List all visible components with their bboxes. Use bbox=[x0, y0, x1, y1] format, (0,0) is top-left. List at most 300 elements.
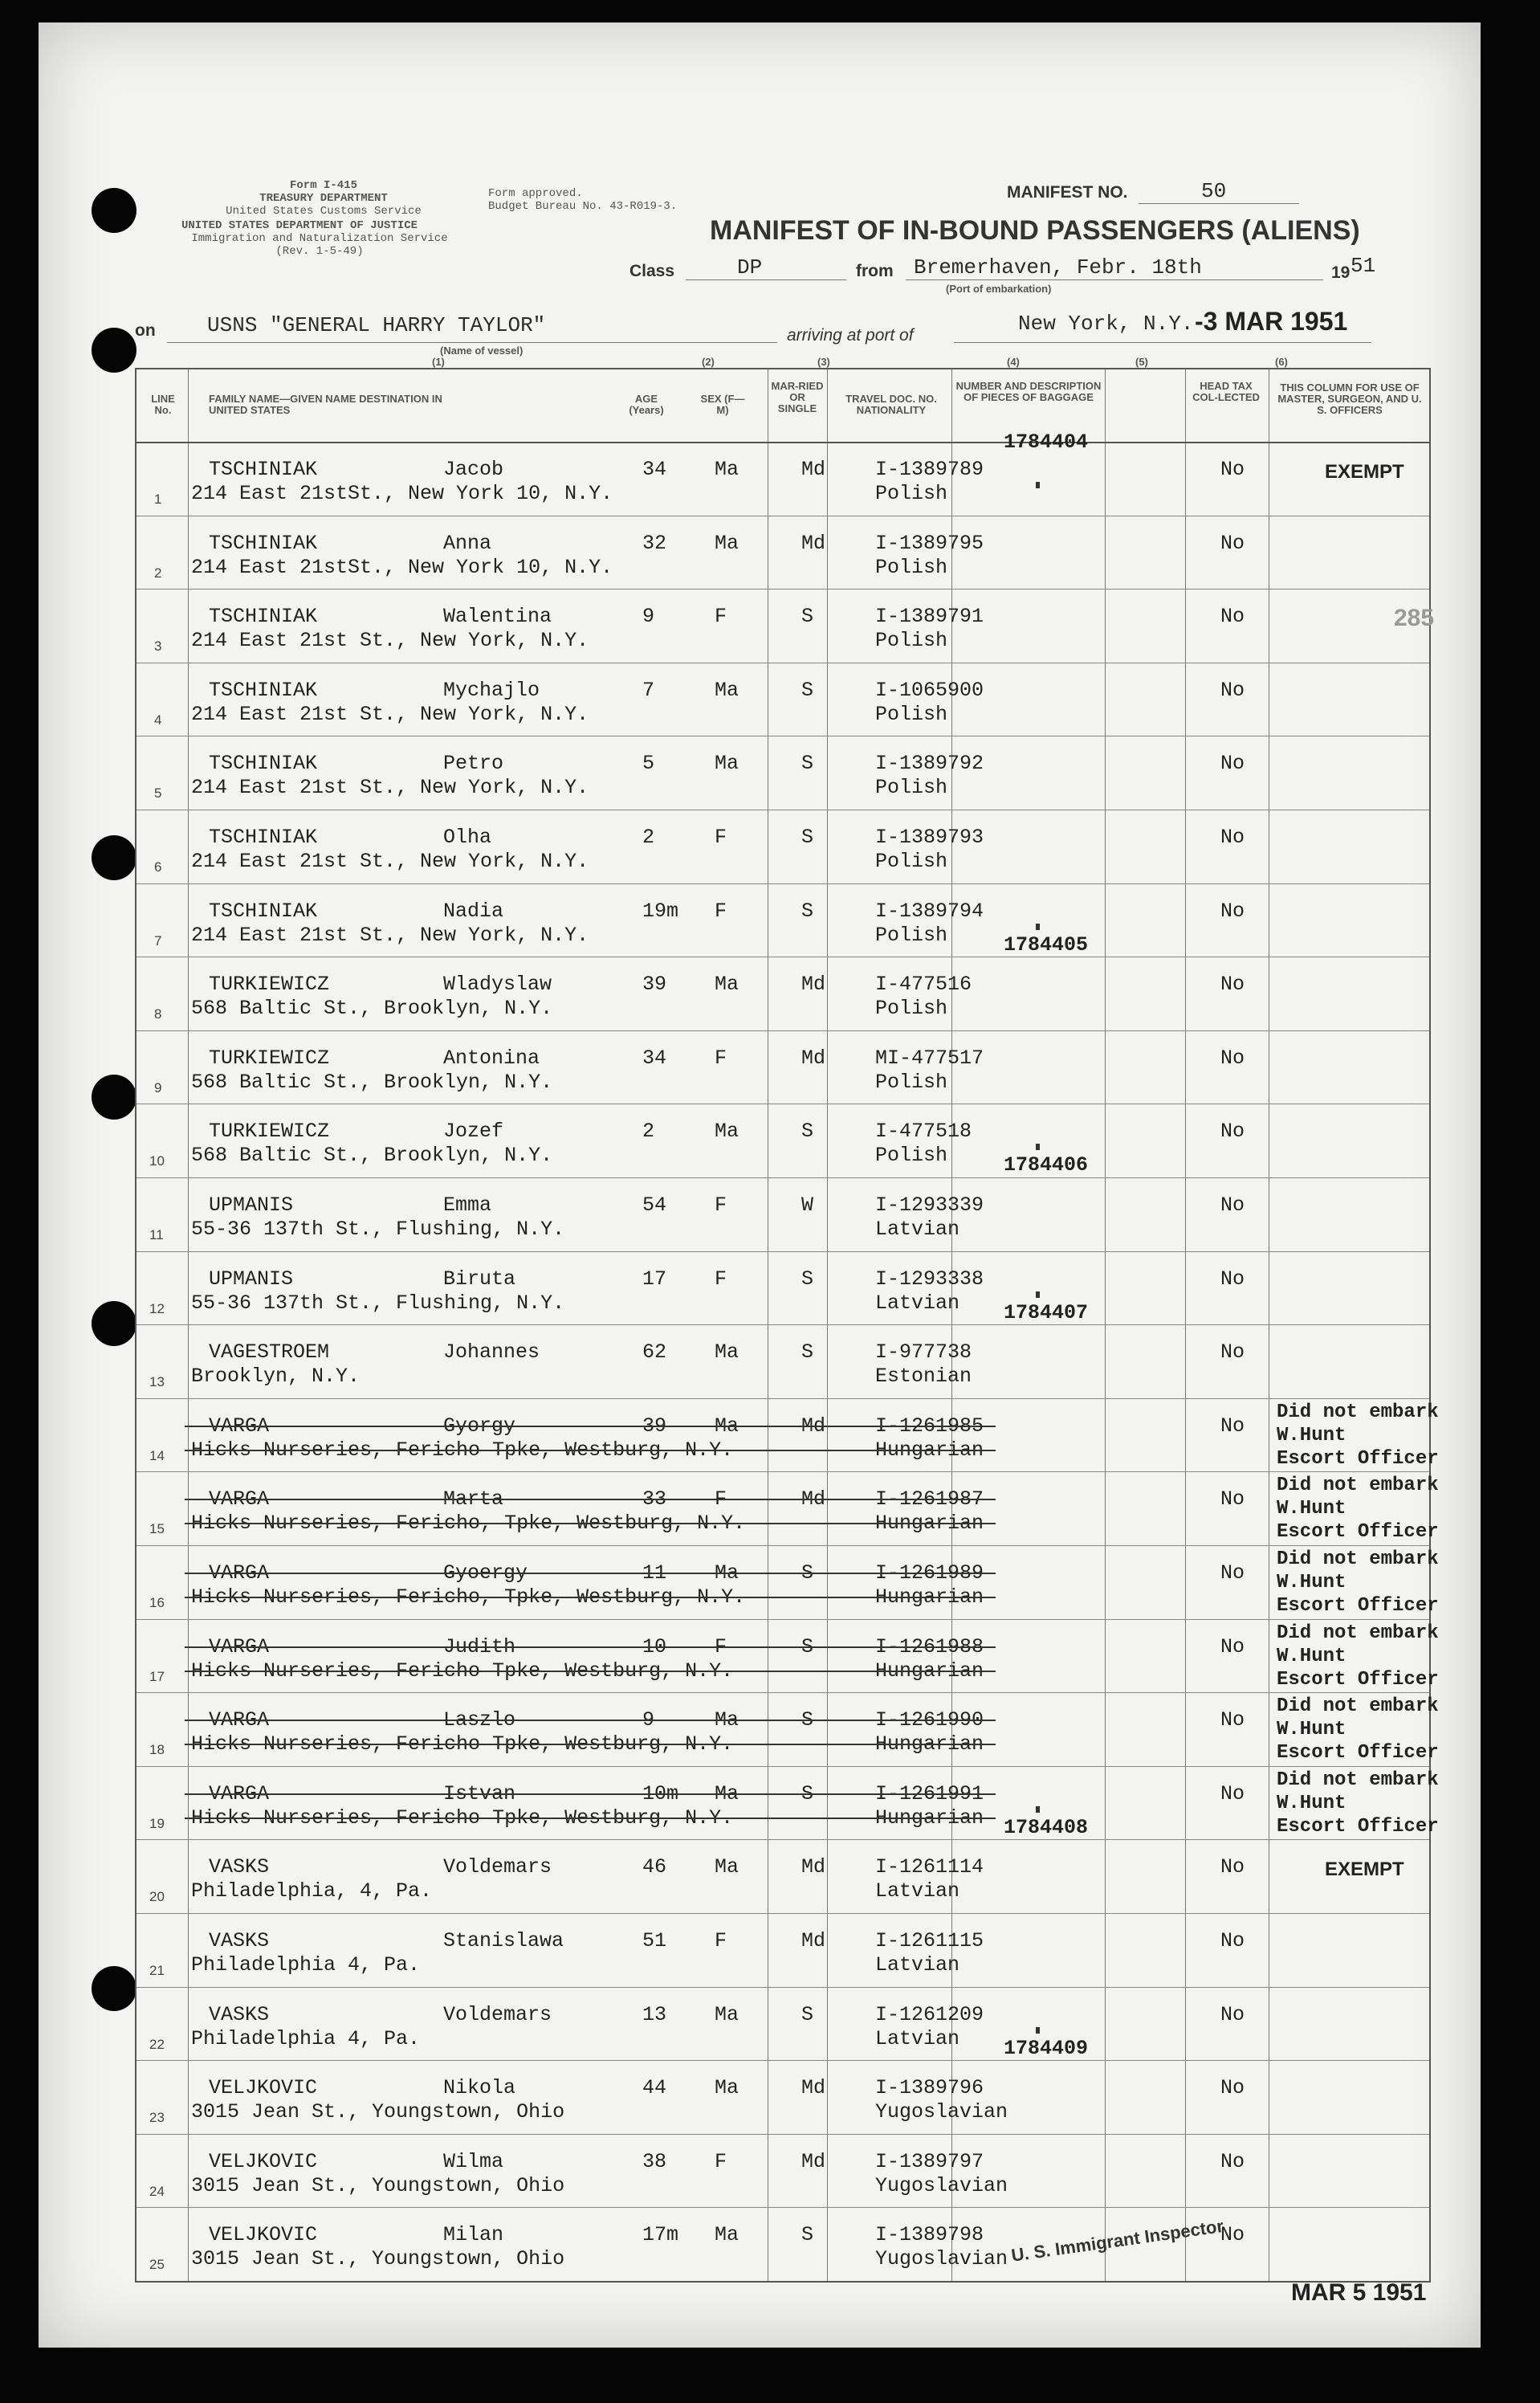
given-name: Istvan bbox=[443, 1781, 516, 1805]
sex: Ma bbox=[715, 752, 739, 776]
row-divider bbox=[136, 1398, 1429, 1399]
sex: Ma bbox=[715, 1340, 739, 1365]
nationality: Latvian bbox=[875, 1879, 960, 1903]
line-number: 3 bbox=[154, 638, 162, 655]
travel-doc-no: I-1389798 bbox=[875, 2223, 984, 2247]
row-divider bbox=[136, 2060, 1429, 2061]
strike-through-line bbox=[185, 1744, 996, 1745]
marital-status: S bbox=[801, 1781, 814, 1805]
given-name: Laszlo bbox=[443, 1708, 516, 1732]
class-value: DP bbox=[737, 255, 763, 279]
given-name: Jozef bbox=[443, 1120, 504, 1144]
family-name: UPMANIS bbox=[209, 1267, 294, 1291]
col-header-head-tax: HEAD TAX COL-LECTED bbox=[1192, 380, 1260, 403]
strike-through-line bbox=[185, 1426, 996, 1427]
destination: 55-36 137th St., Flushing, N.Y. bbox=[191, 1218, 565, 1241]
strike-through-line bbox=[185, 1793, 996, 1795]
port-line bbox=[954, 342, 1371, 343]
manifest-title: MANIFEST OF IN-BOUND PASSENGERS (ALIENS) bbox=[710, 215, 1360, 246]
line-number: 11 bbox=[149, 1227, 164, 1242]
year-prefix: 19 bbox=[1331, 263, 1351, 282]
officer-note-line: Escort Officer bbox=[1277, 1668, 1439, 1691]
col-header-line: LINE No. bbox=[151, 393, 175, 416]
family-name: TSCHINIAK bbox=[209, 605, 318, 629]
travel-doc-no: I-1261987 bbox=[875, 1487, 984, 1512]
given-name: Nadia bbox=[443, 899, 504, 923]
nationality: Latvian bbox=[875, 1218, 960, 1241]
given-name: Milan bbox=[443, 2223, 504, 2247]
exempt-stamp: EXEMPT bbox=[1325, 1858, 1404, 1881]
col-header-sex: SEX (F—M) bbox=[700, 393, 745, 416]
travel-doc-no: I-1261989 bbox=[875, 1561, 984, 1585]
line-number: 2 bbox=[154, 565, 162, 581]
head-tax: No bbox=[1220, 973, 1245, 997]
head-tax: No bbox=[1220, 1193, 1245, 1217]
exempt-stamp: EXEMPT bbox=[1325, 461, 1404, 483]
col-header-baggage: NUMBER AND DESCRIPTION OF PIECES OF BAGGAGE bbox=[955, 380, 1102, 403]
line-number: 10 bbox=[149, 1153, 165, 1169]
officer-note-line: Escort Officer bbox=[1277, 1521, 1439, 1544]
destination: Brooklyn, N.Y. bbox=[191, 1365, 361, 1389]
travel-doc-no: I-1389797 bbox=[875, 2149, 984, 2173]
line-number: 22 bbox=[149, 2036, 165, 2052]
line-number: 8 bbox=[154, 1006, 162, 1022]
form-number: Form I-415 bbox=[289, 179, 357, 192]
sex: F bbox=[715, 605, 727, 629]
marital-status: S bbox=[801, 1561, 814, 1585]
marital-status: Md bbox=[801, 2149, 826, 2173]
family-name: VARGA bbox=[209, 1708, 270, 1732]
age: 33 bbox=[642, 1487, 667, 1512]
baggage-number: 1784405 bbox=[1004, 932, 1089, 957]
family-name: VAGESTROEM bbox=[209, 1340, 330, 1365]
age: 2 bbox=[642, 826, 655, 849]
travel-doc-no: I-1389791 bbox=[875, 605, 984, 629]
given-name: Johannes bbox=[443, 1340, 540, 1365]
row-divider bbox=[136, 2207, 1429, 2208]
sex: F bbox=[715, 1193, 727, 1217]
col-header-officers: THIS COLUMN FOR USE OF MASTER, SURGEON, AND U. S. OFFICERS bbox=[1277, 381, 1422, 416]
sex: F bbox=[715, 2149, 727, 2173]
sex: Ma bbox=[715, 531, 739, 555]
officer-note-line: Did not embark bbox=[1277, 1401, 1439, 1423]
age: 7 bbox=[642, 678, 655, 702]
travel-doc-no: I-1261209 bbox=[875, 2002, 984, 2026]
strike-through-line bbox=[185, 1499, 996, 1500]
header-divider bbox=[136, 442, 1429, 443]
col-num-3: (3) bbox=[817, 356, 830, 368]
head-tax: No bbox=[1220, 1634, 1245, 1658]
marital-status: S bbox=[801, 1120, 814, 1144]
line-number: 12 bbox=[149, 1300, 165, 1316]
head-tax: No bbox=[1220, 1561, 1245, 1585]
head-tax: No bbox=[1220, 1120, 1245, 1144]
travel-doc-no: I-1261988 bbox=[875, 1634, 984, 1658]
officer-note-line: Did not embark bbox=[1277, 1548, 1439, 1570]
age: 10m bbox=[642, 1781, 679, 1805]
nationality: Yugoslavian bbox=[875, 2247, 1008, 2271]
head-tax: No bbox=[1220, 752, 1245, 776]
travel-doc-no: I-1389796 bbox=[875, 2076, 984, 2100]
given-name: Petro bbox=[443, 752, 504, 776]
sex: Ma bbox=[715, 1855, 739, 1879]
col-num-1: (1) bbox=[432, 356, 445, 368]
baggage-number: 1784407 bbox=[1004, 1300, 1089, 1324]
marital-status: Md bbox=[801, 1855, 826, 1879]
strike-through-line bbox=[185, 1450, 996, 1451]
nationality: Hungarian bbox=[875, 1512, 984, 1536]
nationality: Estonian bbox=[875, 1365, 972, 1389]
inspection-date-stamp: MAR 5 1951 bbox=[1291, 2279, 1427, 2306]
given-name: Antonina bbox=[443, 1046, 540, 1070]
given-name: Nikola bbox=[443, 2076, 516, 2100]
family-name: TSCHINIAK bbox=[209, 458, 318, 481]
form-approved: Form approved. bbox=[488, 187, 583, 200]
baggage-mark bbox=[1036, 924, 1040, 930]
given-name: Gyoergy bbox=[443, 1561, 528, 1585]
family-name: TURKIEWICZ bbox=[209, 1046, 330, 1070]
given-name: Judith bbox=[443, 1634, 516, 1658]
family-name: VELJKOVIC bbox=[209, 2149, 318, 2173]
given-name: Wilma bbox=[443, 2149, 504, 2173]
destination: 568 Baltic St., Brooklyn, N.Y. bbox=[191, 1070, 553, 1094]
col-header-married: MAR-RIED OR SINGLE bbox=[771, 380, 824, 414]
row-divider bbox=[136, 1987, 1429, 1988]
marital-status: S bbox=[801, 1340, 814, 1365]
family-name: TSCHINIAK bbox=[209, 826, 318, 849]
age: 62 bbox=[642, 1340, 667, 1365]
age: 38 bbox=[642, 2149, 667, 2173]
family-name: VARGA bbox=[209, 1414, 270, 1438]
row-divider bbox=[136, 1324, 1429, 1325]
given-name: Anna bbox=[443, 531, 492, 555]
col-header-age: AGE (Years) bbox=[629, 393, 664, 416]
manifest-page bbox=[39, 22, 1481, 2348]
destination: 214 East 21st St., New York, N.Y. bbox=[191, 702, 589, 726]
nationality: Latvian bbox=[875, 1291, 960, 1315]
travel-doc-no: I-1261985 bbox=[875, 1414, 984, 1438]
nationality: Hungarian bbox=[875, 1658, 984, 1683]
head-tax: No bbox=[1220, 1267, 1245, 1291]
marital-status: S bbox=[801, 2223, 814, 2247]
nationality: Polish bbox=[875, 482, 948, 505]
sex: F bbox=[715, 1929, 727, 1952]
age: 34 bbox=[642, 1046, 667, 1070]
row-divider bbox=[136, 883, 1429, 884]
travel-doc-no: I-1389795 bbox=[875, 531, 984, 555]
head-tax: No bbox=[1220, 1855, 1245, 1879]
travel-doc-no: I-1389793 bbox=[875, 826, 984, 849]
family-name: VARGA bbox=[209, 1781, 270, 1805]
travel-doc-no: MI-477517 bbox=[875, 1046, 984, 1070]
vessel-line bbox=[167, 342, 777, 343]
sex: Ma bbox=[715, 1708, 739, 1732]
sex: F bbox=[715, 1267, 727, 1291]
head-tax: No bbox=[1220, 1708, 1245, 1732]
destination: Philadelphia, 4, Pa. bbox=[191, 1879, 433, 1903]
row-divider bbox=[136, 1692, 1429, 1693]
destination: Philadelphia 4, Pa. bbox=[191, 1953, 421, 1977]
destination: Hicks Nurseries, Fericho Tpke, Westburg, N.Y. bbox=[191, 1732, 734, 1756]
age: 10 bbox=[642, 1634, 667, 1658]
head-tax: No bbox=[1220, 1487, 1245, 1512]
sex: F bbox=[715, 1487, 727, 1512]
family-name: VARGA bbox=[209, 1487, 270, 1512]
marital-status: S bbox=[801, 899, 814, 923]
destination: Philadelphia 4, Pa. bbox=[191, 2026, 421, 2050]
destination: 214 East 21st St., New York, N.Y. bbox=[191, 850, 589, 873]
col-num-4: (4) bbox=[1007, 356, 1020, 368]
head-tax: No bbox=[1220, 1929, 1245, 1952]
row-divider bbox=[136, 1839, 1429, 1840]
officer-note-line: W.Hunt bbox=[1277, 1572, 1346, 1593]
destination: Hicks Nurseries, Fericho Tpke, Westburg, N.Y. bbox=[191, 1438, 734, 1462]
destination: Hicks Nurseries, Fericho Tpke, Westburg, N.Y. bbox=[191, 1805, 734, 1830]
marital-status: S bbox=[801, 1708, 814, 1732]
line-number: 13 bbox=[149, 1374, 165, 1390]
officer-note: 285 bbox=[1394, 605, 1435, 632]
sex: Ma bbox=[715, 1561, 739, 1585]
manifest-table bbox=[135, 368, 1439, 2283]
age: 13 bbox=[642, 2002, 667, 2026]
marital-status: S bbox=[801, 752, 814, 776]
row-divider bbox=[136, 1766, 1429, 1767]
age: 44 bbox=[642, 2076, 667, 2100]
nationality: Yugoslavian bbox=[875, 2173, 1008, 2197]
line-number: 16 bbox=[149, 1595, 165, 1610]
strike-through-line bbox=[185, 1646, 996, 1648]
age: 9 bbox=[642, 605, 655, 629]
marital-status: Md bbox=[801, 1487, 826, 1512]
baggage-number: 1784404 bbox=[1004, 430, 1089, 454]
head-tax: No bbox=[1220, 2076, 1245, 2100]
sex: Ma bbox=[715, 2076, 739, 2100]
family-name: VASKS bbox=[209, 1929, 270, 1952]
nationality: Polish bbox=[875, 1070, 948, 1094]
sex: F bbox=[715, 1634, 727, 1658]
family-name: TURKIEWICZ bbox=[209, 1120, 330, 1144]
vessel-caption: (Name of vessel) bbox=[440, 345, 524, 357]
manifest-no-value: 50 bbox=[1201, 179, 1227, 203]
nationality: Polish bbox=[875, 555, 948, 579]
from-label: from bbox=[856, 262, 894, 280]
port-value: New York, N.Y. bbox=[1018, 312, 1194, 336]
age: 39 bbox=[642, 973, 667, 997]
sex: Ma bbox=[715, 1120, 739, 1144]
marital-status: S bbox=[801, 1267, 814, 1291]
line-number: 14 bbox=[149, 1447, 165, 1463]
row-divider bbox=[136, 1251, 1429, 1252]
family-name: VARGA bbox=[209, 1634, 270, 1658]
travel-doc-no: I-1389789 bbox=[875, 458, 984, 481]
line-number: 21 bbox=[149, 1963, 165, 1978]
baggage-mark bbox=[1036, 1806, 1040, 1813]
sex: Ma bbox=[715, 678, 739, 702]
age: 46 bbox=[642, 1855, 667, 1879]
col-num-5: (5) bbox=[1135, 356, 1148, 368]
destination: 568 Baltic St., Brooklyn, N.Y. bbox=[191, 1144, 553, 1168]
line-number: 20 bbox=[149, 1889, 165, 1905]
row-divider bbox=[136, 1619, 1429, 1620]
strike-through-line bbox=[185, 1671, 996, 1672]
age: 2 bbox=[642, 1120, 655, 1144]
travel-doc-no: I-1261115 bbox=[875, 1929, 984, 1952]
given-name: Gyorgy bbox=[443, 1414, 516, 1438]
age: 17 bbox=[642, 1267, 667, 1291]
line-number: 4 bbox=[154, 712, 162, 728]
line-number: 24 bbox=[149, 2183, 165, 2199]
inspector-stamp-text: U. S. Immigrant Inspector bbox=[1010, 2215, 1225, 2266]
punch-hole bbox=[92, 1301, 136, 1346]
col-header-name: FAMILY NAME—GIVEN NAME DESTINATION IN UNITED STATES bbox=[209, 393, 442, 416]
marital-status: S bbox=[801, 826, 814, 849]
head-tax: No bbox=[1220, 605, 1245, 629]
row-divider bbox=[136, 1545, 1429, 1546]
from-value: Bremerhaven, Febr. 18th bbox=[914, 255, 1202, 279]
destination: Hicks Nurseries, Fericho, Tpke, Westburg, N.Y. bbox=[191, 1512, 746, 1536]
destination: 214 East 21st St., New York, N.Y. bbox=[191, 923, 589, 947]
line-number: 17 bbox=[149, 1668, 165, 1684]
nationality: Latvian bbox=[875, 2026, 960, 2050]
sex: Ma bbox=[715, 2223, 739, 2247]
strike-through-line bbox=[185, 1818, 996, 1819]
strike-through-line bbox=[185, 1720, 996, 1721]
nationality: Polish bbox=[875, 850, 948, 873]
from-line bbox=[906, 279, 1323, 280]
line-number: 5 bbox=[154, 785, 162, 802]
marital-status: S bbox=[801, 678, 814, 702]
family-name: TSCHINIAK bbox=[209, 531, 318, 555]
head-tax: No bbox=[1220, 2223, 1245, 2247]
row-divider bbox=[136, 1471, 1429, 1472]
baggage-mark bbox=[1036, 1291, 1040, 1298]
row-divider bbox=[136, 2134, 1429, 2135]
line-number: 1 bbox=[154, 492, 162, 507]
row-divider bbox=[136, 1913, 1429, 1914]
family-name: UPMANIS bbox=[209, 1193, 294, 1217]
line-number: 19 bbox=[149, 1815, 165, 1831]
travel-doc-no: I-1293338 bbox=[875, 1267, 984, 1291]
given-name: Voldemars bbox=[443, 1855, 552, 1879]
baggage-mark bbox=[1036, 2027, 1040, 2034]
line-number: 15 bbox=[149, 1521, 165, 1537]
marital-status: Md bbox=[801, 2076, 826, 2100]
head-tax: No bbox=[1220, 1046, 1245, 1070]
destination: 3015 Jean St., Youngstown, Ohio bbox=[191, 2247, 565, 2271]
travel-doc-no: I-1389792 bbox=[875, 752, 984, 776]
officer-note-line: Did not embark bbox=[1277, 1622, 1439, 1644]
family-name: TSCHINIAK bbox=[209, 752, 318, 776]
travel-doc-no: I-477518 bbox=[875, 1120, 972, 1144]
age: 17m bbox=[642, 2223, 679, 2247]
col-num-2: (2) bbox=[702, 356, 715, 368]
family-name: VARGA bbox=[209, 1561, 270, 1585]
travel-doc-no: I-1293339 bbox=[875, 1193, 984, 1217]
nationality: Hungarian bbox=[875, 1585, 984, 1609]
travel-doc-no: I-477516 bbox=[875, 973, 972, 997]
travel-doc-no: I-1261990 bbox=[875, 1708, 984, 1732]
age: 5 bbox=[642, 752, 655, 776]
family-name: TURKIEWICZ bbox=[209, 973, 330, 997]
head-tax: No bbox=[1220, 826, 1245, 849]
punch-hole bbox=[92, 1075, 136, 1120]
head-tax: No bbox=[1220, 1340, 1245, 1365]
family-name: VASKS bbox=[209, 1855, 270, 1879]
destination: Hicks Nurseries, Fericho, Tpke, Westburg, N.Y. bbox=[191, 1585, 746, 1609]
ins-service: Immigration and Naturalization Service bbox=[191, 232, 448, 245]
age: 19m bbox=[642, 899, 679, 923]
line-number: 25 bbox=[149, 2257, 165, 2273]
sex: F bbox=[715, 1046, 727, 1070]
age: 51 bbox=[642, 1929, 667, 1952]
line-number: 6 bbox=[154, 859, 162, 875]
strike-through-line bbox=[185, 1523, 996, 1524]
col-header-travel: TRAVEL DOC. NO. NATIONALITY bbox=[845, 393, 937, 416]
nationality: Polish bbox=[875, 1144, 948, 1168]
head-tax: No bbox=[1220, 678, 1245, 702]
age: 32 bbox=[642, 531, 667, 555]
family-name: VELJKOVIC bbox=[209, 2076, 318, 2100]
given-name: Walentina bbox=[443, 605, 552, 629]
age: 11 bbox=[642, 1561, 667, 1585]
destination: Hicks Nurseries, Fericho Tpke, Westburg, N.Y. bbox=[191, 1658, 734, 1683]
nationality: Hungarian bbox=[875, 1438, 984, 1462]
manifest-no-label: MANIFEST NO. bbox=[1007, 183, 1128, 202]
nationality: Hungarian bbox=[875, 1732, 984, 1756]
nationality: Polish bbox=[875, 997, 948, 1021]
marital-status: S bbox=[801, 605, 814, 629]
officer-note-line: Did not embark bbox=[1277, 1695, 1439, 1718]
sex: F bbox=[715, 826, 727, 849]
given-name: Wladyslaw bbox=[443, 973, 552, 997]
sex: Ma bbox=[715, 2002, 739, 2026]
nationality: Polish bbox=[875, 702, 948, 726]
marital-status: W bbox=[801, 1193, 814, 1217]
family-name: TSCHINIAK bbox=[209, 899, 318, 923]
nationality: Hungarian bbox=[875, 1805, 984, 1830]
family-name: VASKS bbox=[209, 2002, 270, 2026]
destination: 214 East 21st St., New York, N.Y. bbox=[191, 776, 589, 800]
baggage-number: 1784406 bbox=[1004, 1153, 1089, 1177]
marital-status: S bbox=[801, 1634, 814, 1658]
officer-note-line: W.Hunt bbox=[1277, 1424, 1346, 1446]
row-divider bbox=[136, 1030, 1429, 1031]
manifest-no-line bbox=[1139, 203, 1299, 204]
punch-hole bbox=[92, 835, 136, 880]
class-label: Class bbox=[629, 262, 675, 280]
justice-dept: UNITED STATES DEPARTMENT OF JUSTICE bbox=[181, 219, 418, 232]
officer-note-line: W.Hunt bbox=[1277, 1719, 1346, 1741]
given-name: Emma bbox=[443, 1193, 492, 1217]
arrival-date-stamp: -3 MAR 1951 bbox=[1195, 307, 1348, 336]
nationality: Latvian bbox=[875, 1953, 960, 1977]
row-divider bbox=[136, 1177, 1429, 1178]
age: 9 bbox=[642, 1708, 655, 1732]
head-tax: No bbox=[1220, 458, 1245, 481]
marital-status: Md bbox=[801, 973, 826, 997]
col-num-6: (6) bbox=[1275, 356, 1288, 368]
head-tax: No bbox=[1220, 899, 1245, 923]
sex: Ma bbox=[715, 973, 739, 997]
officer-note-line: Escort Officer bbox=[1277, 1742, 1439, 1765]
age: 34 bbox=[642, 458, 667, 481]
arriving-label: arriving at port of bbox=[787, 326, 914, 345]
on-label: on bbox=[135, 321, 156, 340]
head-tax: No bbox=[1220, 1781, 1245, 1805]
nationality: Yugoslavian bbox=[875, 2100, 1008, 2124]
age: 39 bbox=[642, 1414, 667, 1438]
budget-bureau: Budget Bureau No. 43-R019-3. bbox=[488, 200, 678, 213]
